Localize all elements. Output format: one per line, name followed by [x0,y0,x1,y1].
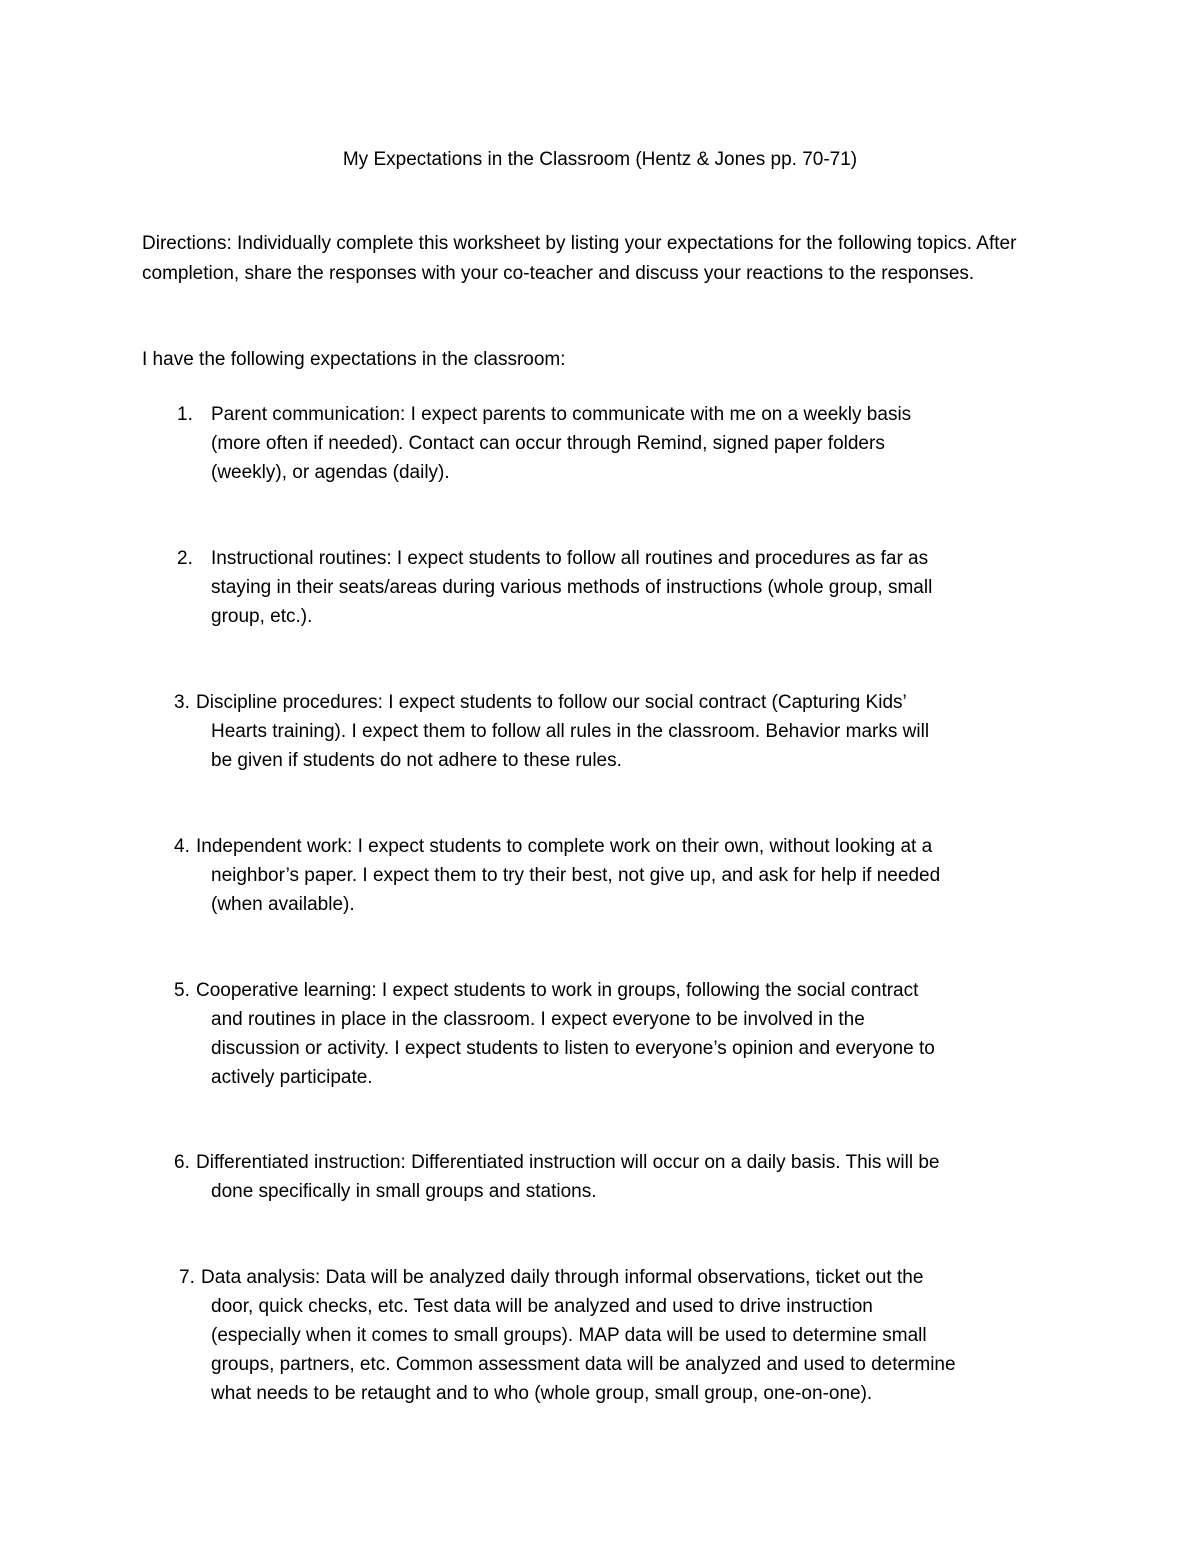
item-line: Hearts training). I expect them to follow all rules in the classroom. Behavior marks will [211,721,930,742]
item-line: Discipline procedures: I expect students to follow our social contract (Capturing Kids’ [196,692,907,713]
item-number: 5. [174,980,190,1001]
item-line: Data analysis: Data will be analyzed daily through informal observations, ticket out the [201,1267,924,1288]
item-line: actively participate. [211,1067,373,1088]
directions-paragraph: Directions: Individually complete this worksheet by listing your expectations for the following topics. After completion, share the responses with your co-teacher and discuss your reactions to the responses. [142,233,1017,284]
item-line: neighbor’s paper. I expect them to try their best, not give up, and ask for help if needed [211,865,941,886]
item-number: 7. [179,1267,195,1288]
item-number: 4. [174,836,190,857]
list-item [177,400,911,487]
list-item [174,1148,939,1206]
item-line: groups, partners, etc. Common assessment data will be analyzed and used to determine [211,1354,956,1375]
item-line: done specifically in small groups and stations. [211,1181,597,1202]
list-item [174,832,940,919]
item-line: what needs to be retaught and to who (whole group, small group, one-on-one). [211,1383,873,1404]
item-line: group, etc.). [211,606,313,627]
item-number: 2. [177,548,193,569]
item-line: staying in their seats/areas during various methods of instructions (whole group, small [211,577,933,598]
item-line: (more often if needed). Contact can occur through Remind, signed paper folders [211,433,885,454]
item-line: Instructional routines: I expect students to follow all routines and procedures as far as [211,548,929,569]
item-line: door, quick checks, etc. Test data will be analyzed and used to drive instruction [211,1296,873,1317]
item-line: be given if students do not adhere to these rules. [211,750,622,771]
list-item [174,688,929,775]
item-line: Independent work: I expect students to complete work on their own, without looking at a [196,836,933,857]
item-number: 3. [174,692,190,713]
item-line: Parent communication: I expect parents to communicate with me on a weekly basis [211,404,912,425]
item-line: (weekly), or agendas (daily). [211,462,450,483]
item-line: Differentiated instruction: Differentiated instruction will occur on a daily basis. This will be [196,1152,940,1173]
item-line: (when available). [211,894,355,915]
item-line: and routines in place in the classroom. I expect everyone to be involved in the [211,1009,865,1030]
list-item [179,1263,956,1408]
intro-line: I have the following expectations in the classroom: [142,349,566,370]
item-line: discussion or activity. I expect students to listen to everyone’s opinion and everyone to [211,1038,935,1059]
item-number: 1. [177,404,193,425]
list-item [174,976,935,1092]
document-title: My Expectations in the Classroom (Hentz & Jones pp. 70-71) [342,149,858,170]
item-number: 6. [174,1152,190,1173]
list-item [177,544,932,631]
item-line: (especially when it comes to small groups). MAP data will be used to determine small [211,1325,927,1346]
item-line: Cooperative learning: I expect students to work in groups, following the social contract [196,980,919,1001]
